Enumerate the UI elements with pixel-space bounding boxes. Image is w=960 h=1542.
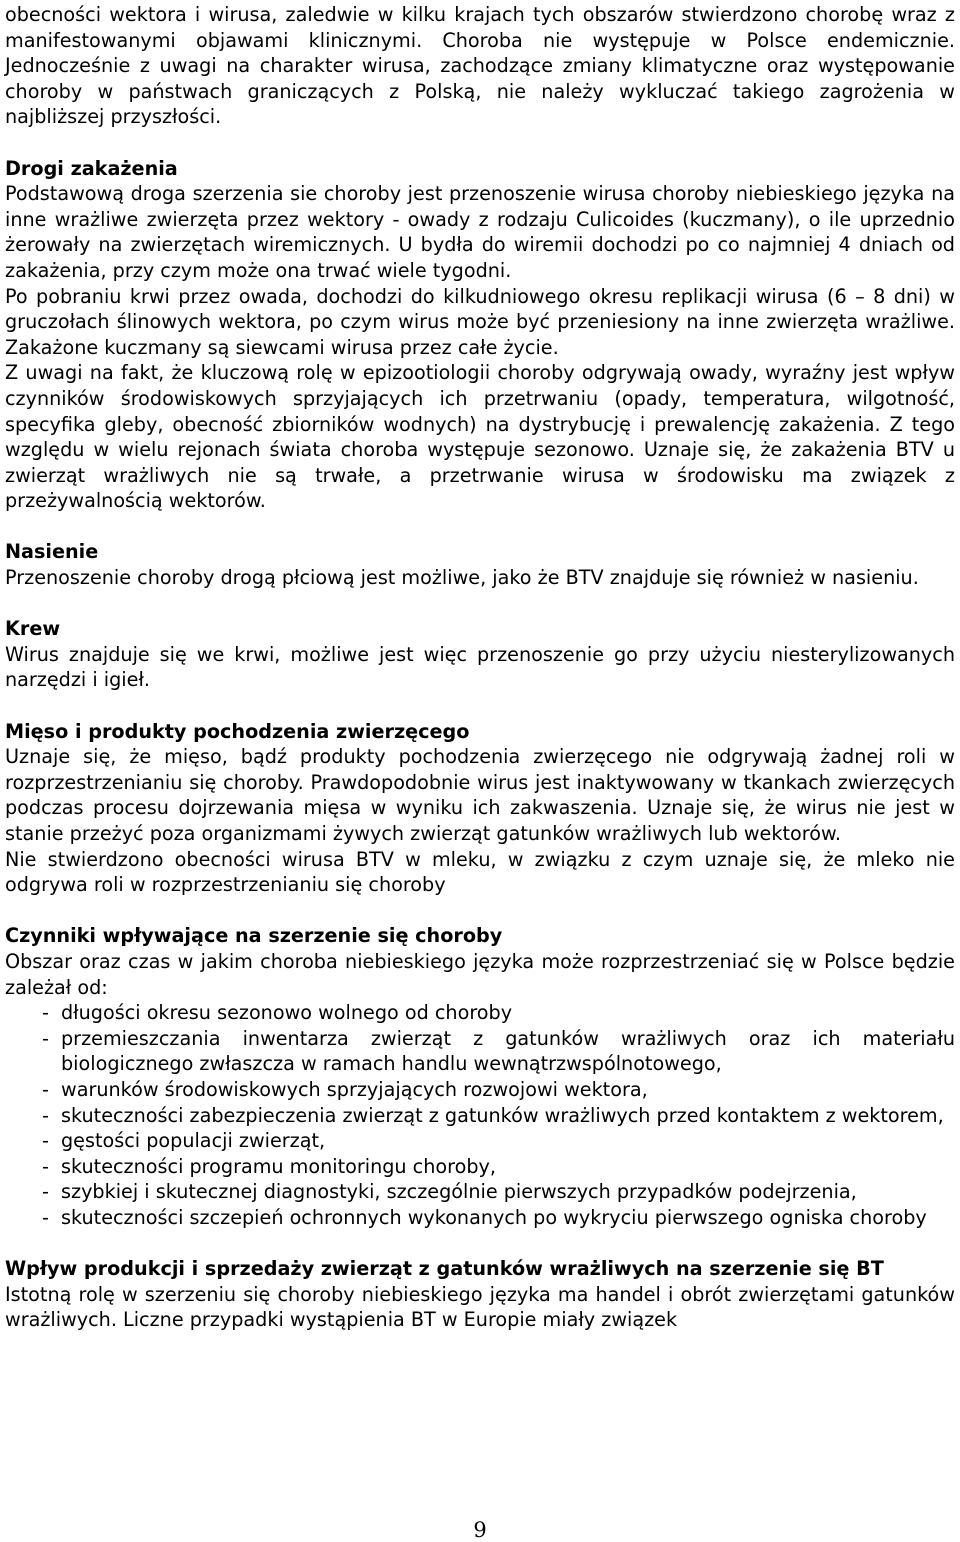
paragraph: Podstawową droga szerzenia sie choroby jest przenoszenie wirusa choroby niebieskiego języka na inne wrażliwe zwierzęta przez wektory - owady z rodzaju Culicoides (kuczmany), o ile uprzednio żerowały na zwierzętach wiremicznych. U bydła do wiremii dochodzi po co najmniej 4 dniach od zakażenia, przy czym może ona trwać wiele tygodni. xyxy=(5,182,955,282)
list-item-text: warunków środowiskowych sprzyjających rozwojowi wektora, xyxy=(61,1077,648,1101)
intro-paragraph: obecności wektora i wirusa, zaledwie w kilku krajach tych obszarów stwierdzono chorobę wraz z manifestowanymi objawami klinicznymi. Choroba nie występuje w Polsce endemicznie. Jednocześnie z uwagi na charakter wirusa, zachodzące zmiany klimatyczne oraz występowanie choroby w państwach graniczących z Polską, nie należy wykluczać takiego zagrożenia w najbliższej przyszłości. xyxy=(5,3,955,129)
factors-list xyxy=(5,1000,955,1230)
list-dash: - xyxy=(42,1001,49,1025)
list-dash: - xyxy=(42,1154,49,1178)
list-item-text: długości okresu sezonowo wolnego od choroby xyxy=(61,1001,513,1025)
list-item-text: przemieszczania inwentarza zwierząt z gatunków wrażliwych oraz ich materiału biologicznego zwłaszcza w ramach handlu wewnątrzwspólnotowego, xyxy=(61,1026,955,1076)
list-dash: - xyxy=(42,1205,49,1229)
paragraph: Po pobraniu krwi przez owada, dochodzi do kilkudniowego okresu replikacji wirusa (6 – 8 dni) w gruczołach ślinowych wektora, po czym wirus może być przeniesiony na inne zwierzęta wrażliwe. Zakażone kuczmany są siewcami wirusa przez całe życie. xyxy=(5,284,955,359)
section-heading: Mięso i produkty pochodzenia zwierzęcego xyxy=(5,719,470,743)
list-item-text: szybkiej i skutecznej diagnostyki, szczególnie pierwszych przypadków podejrzenia, xyxy=(61,1180,857,1204)
document-page xyxy=(5,2,955,1333)
section-nasienie xyxy=(5,539,955,590)
paragraph: Wirus znajduje się we krwi, możliwe jest więc przenoszenie go przy użyciu niesterylizowanych narzędzi i igieł. xyxy=(5,642,955,692)
paragraph: Uznaje się, że mięso, bądź produkty pochodzenia zwierzęcego nie odgrywają żadnej roli w rozprzestrzenianiu się choroby. Prawdopodobnie wirus jest inaktywowany w tkankach zwierzęcych podczas procesu dojrzewania mięsa w wyniku ich zakwaszenia. Uznaje się, że wirus nie jest w stanie przeżyć poza organizmami żywych zwierząt gatunków wrażliwych lub wektorów. xyxy=(5,745,955,845)
list-dash: - xyxy=(42,1026,49,1050)
section-heading: Krew xyxy=(5,617,61,641)
list-dash: - xyxy=(42,1103,49,1127)
section-heading: Wpływ produkcji i sprzedaży zwierząt z gatunków wrażliwych na szerzenie się BT xyxy=(5,1257,884,1281)
list-item-text: skuteczności szczepień ochronnych wykonanych po wykryciu pierwszego ogniska choroby xyxy=(61,1205,927,1229)
paragraph: Z uwagi na fakt, że kluczową rolę w epizootiologii choroby odgrywają owady, wyraźny jest wpływ czynników środowiskowych sprzyjających ich przetrwaniu (opady, temperatura, wilgotność, specyfika gleby, obecność zbiorników wodnych) na dystrybucję i prewalencję zakażenia. Z tego względu w wielu rejonach świata choroba występuje sezonowo. Uznaje się, że zakażenia BTV u zwierząt wrażliwych nie są trwałe, a przetrwanie wirusa w środowisku ma związek z przeżywalnością wektorów. xyxy=(5,361,955,513)
list-item xyxy=(42,1000,955,1026)
section-mieso xyxy=(5,719,955,898)
section-heading: Drogi zakażenia xyxy=(5,156,178,180)
page-number: 9 xyxy=(473,1518,487,1542)
section-heading: Nasienie xyxy=(5,540,99,564)
paragraph: Nie stwierdzono obecności wirusa BTV w mleku, w związku z czym uznaje się, że mleko nie odgrywa roli w rozprzestrzenianiu się choroby xyxy=(5,847,955,897)
list-item xyxy=(42,1077,955,1103)
paragraph: Przenoszenie choroby drogą płciową jest możliwe, jako że BTV znajduje się również w nasieniu. xyxy=(5,566,919,590)
list-dash: - xyxy=(42,1180,49,1204)
list-item xyxy=(42,1154,955,1180)
section-czynniki xyxy=(5,923,955,1230)
list-item xyxy=(42,1205,955,1231)
list-dash: - xyxy=(42,1077,49,1101)
list-item-text: gęstości populacji zwierząt, xyxy=(61,1129,326,1153)
section-drogi-zakazenia xyxy=(5,156,955,514)
section-wplyw xyxy=(5,1256,955,1333)
list-item xyxy=(42,1103,955,1129)
section-heading: Czynniki wpływające na szerzenie się choroby xyxy=(5,924,503,948)
list-item-text: skuteczności programu monitoringu choroby, xyxy=(61,1154,496,1178)
section-krew xyxy=(5,616,955,693)
list-dash: - xyxy=(42,1129,49,1153)
list-item xyxy=(42,1026,955,1077)
list-item xyxy=(42,1179,955,1205)
paragraph: Obszar oraz czas w jakim choroba niebieskiego języka może rozprzestrzeniać się w Polsce będzie zależał od: xyxy=(5,949,955,999)
list-item-text: skuteczności zabezpieczenia zwierząt z gatunków wrażliwych przed kontaktem z wektorem, xyxy=(61,1103,944,1127)
list-item xyxy=(42,1128,955,1154)
paragraph: Istotną rolę w szerzeniu się choroby niebieskiego języka ma handel i obrót zwierzętami gatunków wrażliwych. Liczne przypadki wystąpienia BT w Europie miały związek xyxy=(5,1282,955,1332)
